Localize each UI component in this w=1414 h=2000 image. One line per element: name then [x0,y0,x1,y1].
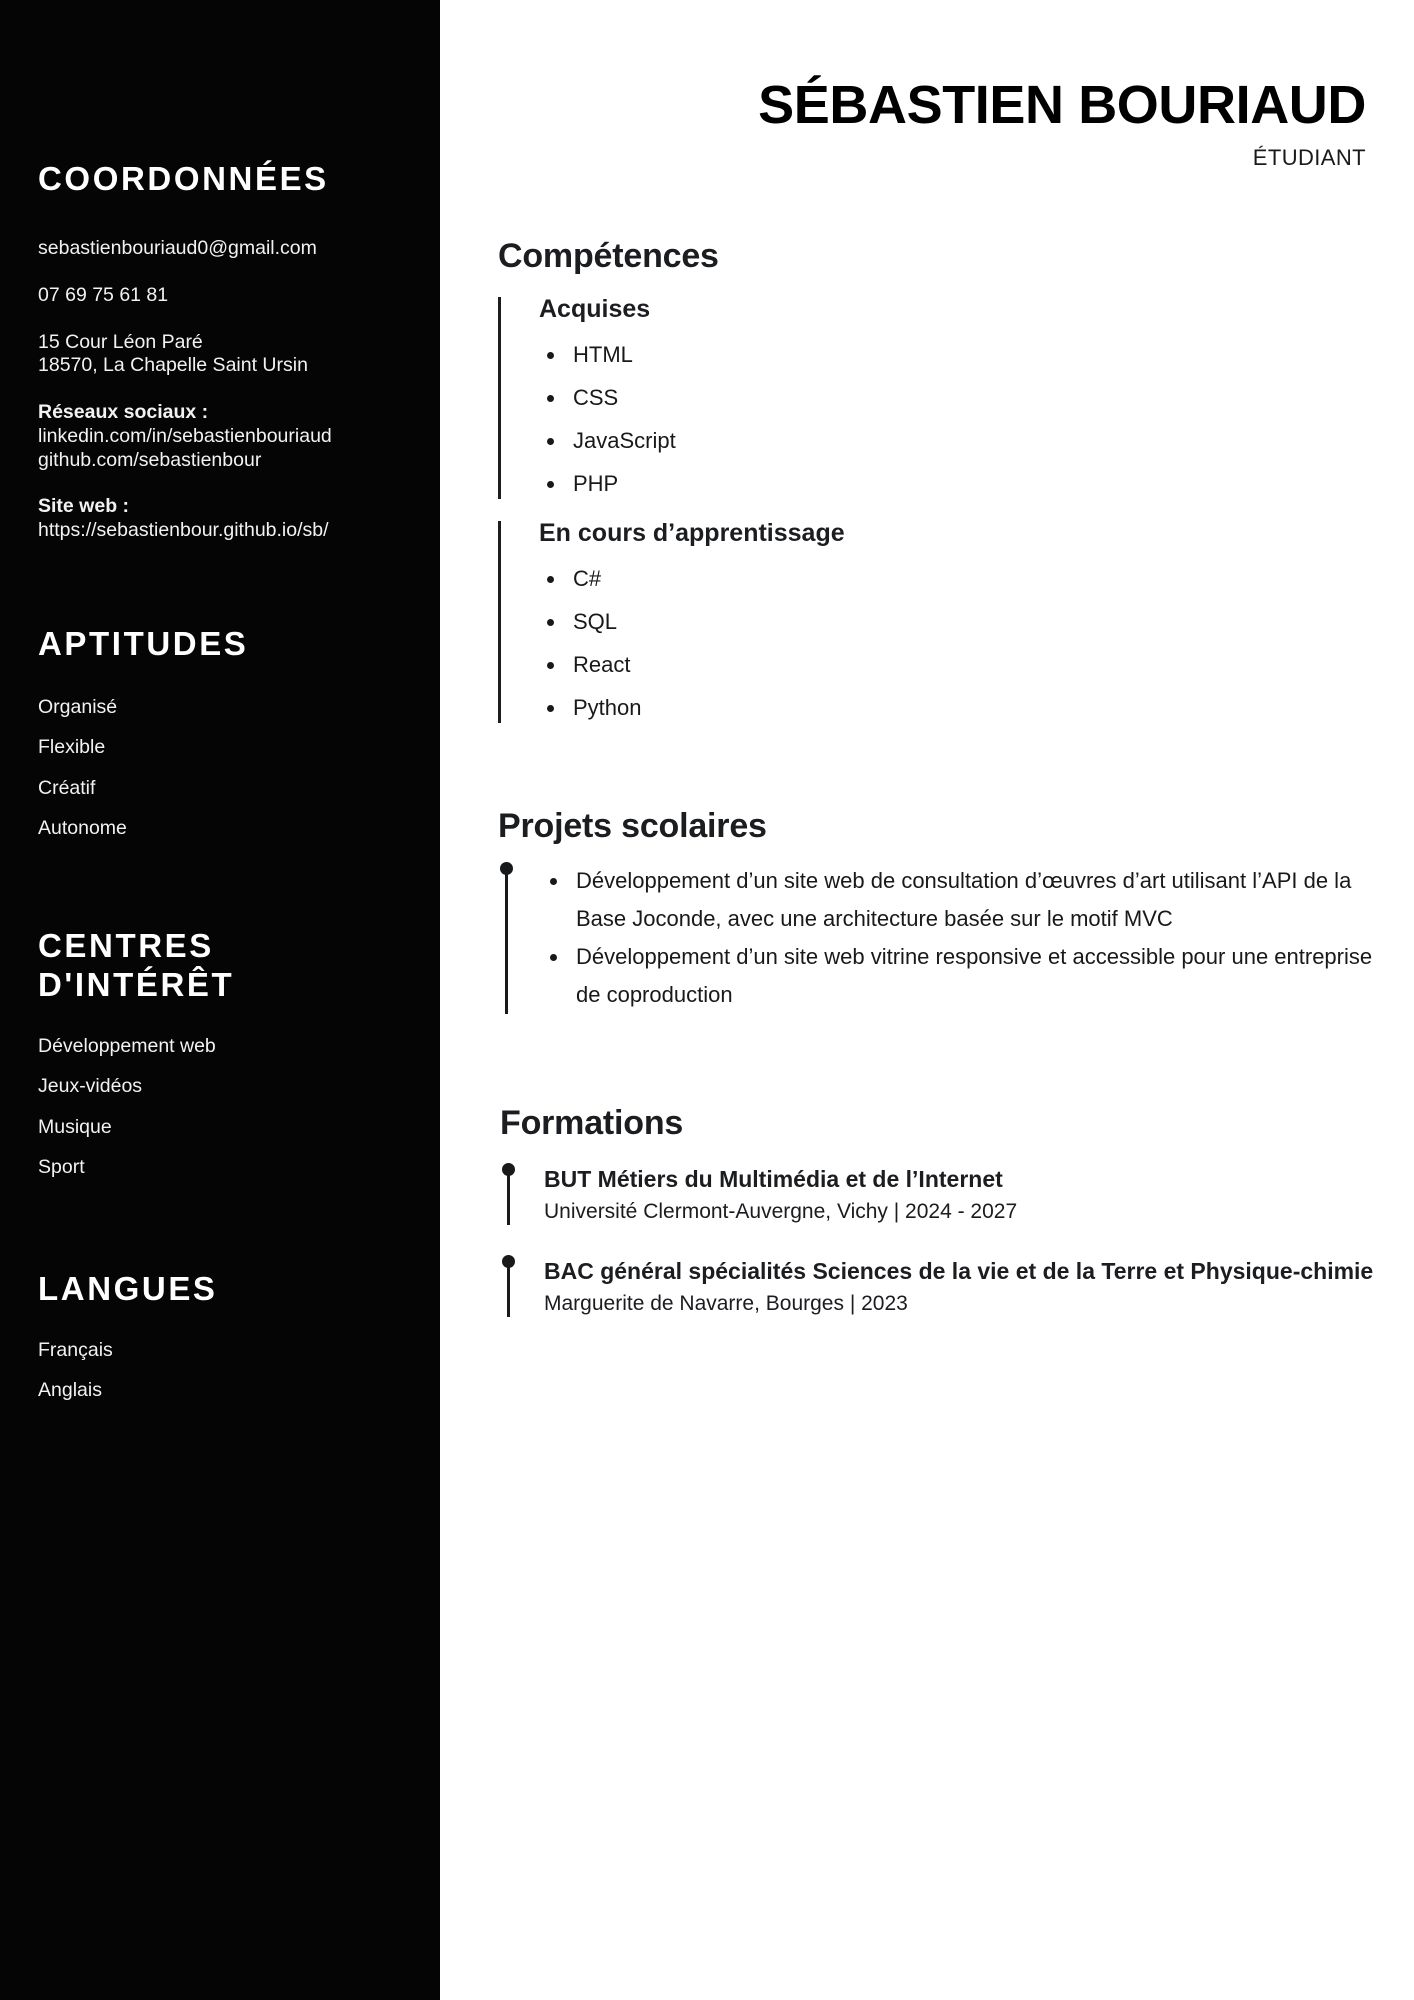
list-item: Autonome [38,817,127,840]
education-degree: BUT Métiers du Multimédia et de l’Internet [544,1166,1003,1193]
list-item: Organisé [38,695,118,718]
contact-linkedin-link[interactable]: linkedin.com/in/sebastienbouriaud [38,424,332,447]
list-item: Créatif [38,776,96,799]
list-item: Flexible [38,736,106,759]
list-item: PHP [539,473,1378,495]
resume-header [476,0,1378,171]
education-entry [500,1163,1378,1225]
list-item: Français [38,1338,113,1361]
skills-section [476,239,1378,723]
list-item: Développement web [38,1034,216,1057]
contact-website-group [38,495,402,543]
aptitudes-list [38,695,402,840]
education-meta: Marguerite de Navarre, Bourges | 2023 [544,1292,908,1316]
contact-email-group [38,237,402,261]
projects-list [542,862,1378,1013]
langues-section [38,1270,402,1401]
skills-title: Compétences [498,237,719,275]
list-item: Développement d’un site web de consultation d’œuvres d’art utilisant l’API de la Base Joconde, avec une architecture basée sur le motif MVC [542,862,1378,938]
list-item: JavaScript [539,430,1378,452]
contact-address-line-2: 18570, La Chapelle Saint Ursin [38,354,308,377]
skills-group-acquises [498,294,1378,499]
list-item: Anglais [38,1379,102,1402]
contact-social-label: Réseaux sociaux : [38,401,209,424]
timeline-stem [507,1264,510,1317]
projects-section [476,806,1378,1014]
list-item: HTML [539,344,1378,366]
education-entry-body [544,1163,1378,1225]
contact-address-line-1: 15 Cour Léon Paré [38,330,203,353]
projects-title: Projets scolaires [498,806,767,845]
aptitudes-section [38,625,402,839]
education-entry-body [544,1255,1378,1317]
contact-address-group [38,331,402,379]
page-title: SÉBASTIEN BOURIAUD [758,75,1366,135]
education-meta: Université Clermont-Auvergne, Vichy | 2024 - 2027 [544,1200,1018,1224]
list-item: Python [539,697,1378,719]
timeline-marker [500,1163,514,1225]
list-item: Musique [38,1115,112,1138]
contact-email[interactable]: sebastienbouriaud0@gmail.com [38,236,317,259]
list-item: Sport [38,1156,85,1179]
contact-phone-group [38,284,402,308]
education-section [476,1103,1378,1318]
aptitudes-heading: APTITUDES [38,624,249,662]
contact-website-link[interactable]: https://sebastienbour.github.io/sb/ [38,519,329,542]
timeline-marker [498,862,512,1013]
job-title: ÉTUDIANT [1252,145,1366,170]
projects-list-wrap [542,862,1378,1013]
skills-list [539,565,1378,720]
timeline-marker [500,1255,514,1317]
interets-heading: CENTRES D'INTÉRÊT [38,926,235,1003]
skills-group-en-cours [498,518,1378,723]
timeline-stem [505,871,508,1013]
contact-section [38,160,402,543]
contact-heading: COORDONNÉES [38,160,329,197]
contact-list [38,237,402,543]
contact-phone[interactable]: 07 69 75 61 81 [38,283,169,306]
skills-group-body [539,294,1378,499]
skills-group-body [539,518,1378,723]
contact-website-label: Site web : [38,495,130,518]
interets-section [38,927,402,1178]
list-item: CSS [539,387,1378,409]
timeline-stem [507,1172,510,1225]
langues-list [38,1338,402,1402]
langues-heading: LANGUES [38,1269,218,1307]
skills-list [539,341,1378,496]
list-item: SQL [539,611,1378,633]
list-item: Jeux-vidéos [38,1075,143,1098]
skills-subtitle: Acquises [539,294,651,323]
list-item: C# [539,568,1378,590]
vertical-rail [498,297,501,499]
education-entry [500,1255,1378,1317]
interets-list [38,1034,402,1179]
sidebar [0,0,440,2000]
contact-social-group [38,401,402,472]
list-item: React [539,654,1378,676]
contact-github-link[interactable]: github.com/sebastienbour [38,448,262,471]
education-title: Formations [500,1103,684,1142]
vertical-rail [498,521,501,723]
list-item: Développement d’un site web vitrine responsive et accessible pour une entreprise de coproduction [542,938,1378,1014]
projects-body [498,862,1378,1013]
education-degree: BAC général spécialités Sciences de la vie et de la Terre et Physique-chimie [544,1258,1374,1285]
skills-subtitle: En cours d’apprentissage [539,518,845,547]
main-column [440,0,1414,2000]
